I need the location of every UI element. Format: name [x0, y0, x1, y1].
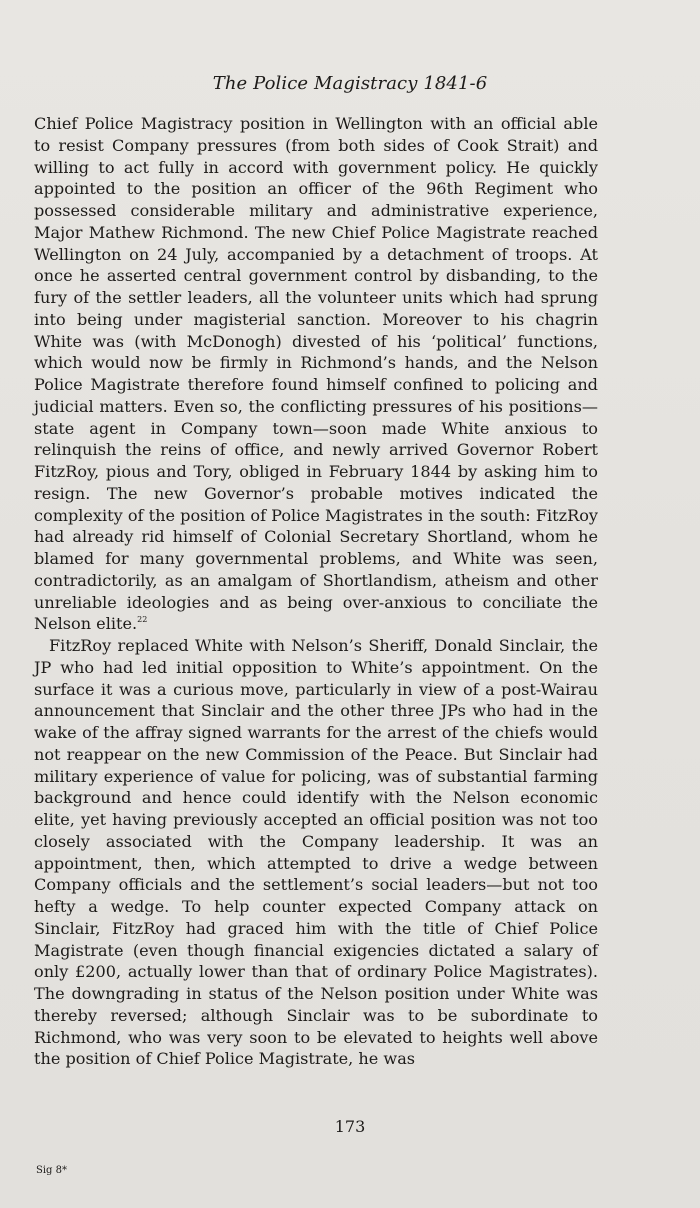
paragraph-2: [34, 635, 598, 1070]
page-number: 173: [334, 1117, 366, 1136]
running-head: The Police Magistracy 1841-6: [212, 73, 488, 94]
footnote-marker: 22: [137, 615, 148, 625]
paragraph-1-text: Chief Police Magistracy position in Wellington with an official able to resist Company pressures (from both sides of Cook Strait) and willing to act fully in accord with government policy. He quickly appointed to the position an officer of the 96th Regiment who possessed considerable military and administrative experience, Major Mathew Richmond. The new Chief Police Magistrate reached Wellington on 24 July, accompanied by a detachment of troops. At once he asserted central government control by disbanding, to the fury of the settler leaders, all the volunteer units which had sprung into being under magisterial sanction. Moreover to his chagrin White was (with McDonogh) divested of his ‘political’ functions, which would now be firmly in Richmond’s hands, and the Nelson Police Magistrate therefore found himself confined to policing and judicial matters. Even so, the conflicting pressures of his positions—state agent in Company town—soon made White anxious to relinquish the reins of office, and newly arrived Governor Robert FitzRoy, pious and Tory, obliged in February 1844 by asking him to resign. The new Governor’s probable motives indicated the complexity of the position of Police Magistrates in the south: FitzRoy had already rid himself of Colonial Secretary Shortland, whom he blamed for many governmental problems, and White was seen, contradictorily, as an amalgam of Shortlandism, atheism and other unreliable ideologies and as being over-anxious to conciliate the Nelson elite.: [34, 114, 598, 634]
paragraph-2-text: FitzRoy replaced White with Nelson’s Sheriff, Donald Sinclair, the JP who had led initial opposition to White’s appointment. On the surface it was a curious move, particularly in view of a post-Wairau announcement that Sinclair and the other three JPs who had in the wake of the affray signed warrants for the arrest of the chiefs would not reappear on the new Commission of the Peace. But Sinclair had military experience of value for policing, was of substantial farming background and hence could identify with the Nelson economic elite, yet having previously accepted an official position was not too closely associated with the Company leadership. It was an appointment, then, which attempted to drive a wedge between Company officials and the settlement’s social leaders—but not too hefty a wedge. To help counter expected Company attack on Sinclair, FitzRoy had graced him with the title of Chief Police Magistrate (even though financial exigencies dictated a salary of only £200, actually lower than that of ordinary Police Magistrates). The downgrading in status of the Nelson position under White was thereby reversed; although Sinclair was to be subordinate to Richmond, who was very soon to be elevated to heights well above the position of Chief Police Magistrate, he was: [34, 636, 598, 1069]
paragraph-1: [34, 113, 598, 635]
signature-mark: Sig 8*: [36, 1165, 67, 1176]
body-text: [34, 113, 598, 1070]
